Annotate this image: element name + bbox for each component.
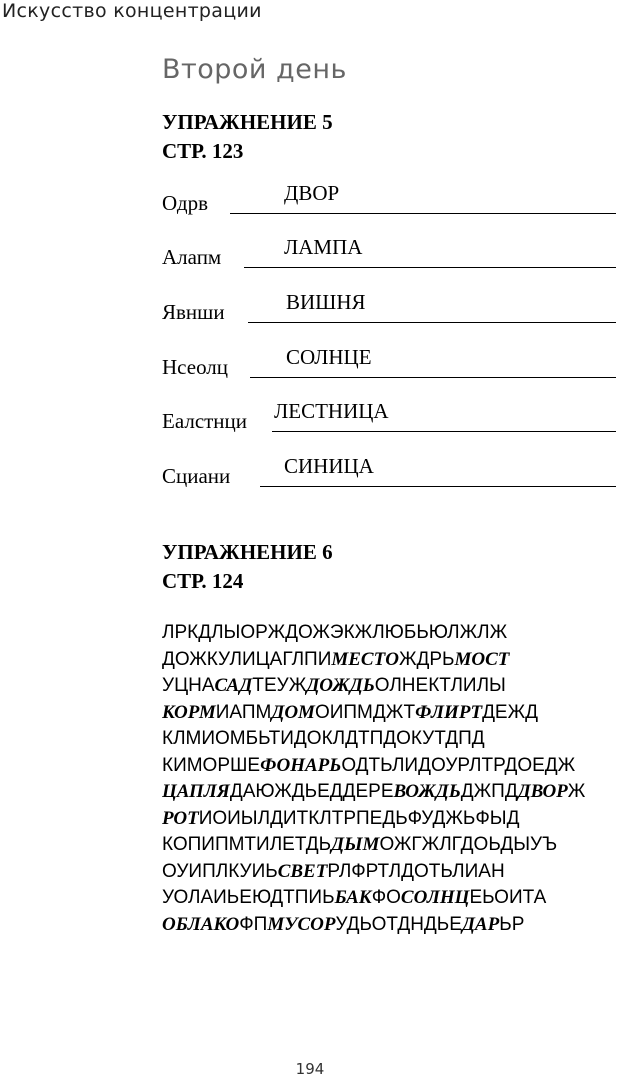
grid-letters: ЛРКДЛЫОРЖДОЖЭКЖЛЮБЬЮЛЖЛЖ [162,622,508,643]
grid-letters: ЖДРЬ [398,648,455,670]
anagram-clue: Еалстнци [162,409,248,433]
highlighted-word: БАК [334,887,372,908]
highlighted-word: МУСОР [267,913,336,935]
grid-letters: ФП [239,913,268,935]
answer-line [248,322,616,323]
day-title: Второй день [162,54,347,85]
highlighted-word: ДОМ [271,701,315,723]
anagram-answer: ЛАМПА [284,235,363,259]
grid-letters: ТЕУЖ [252,675,307,696]
grid-letters: ИОИЫЛДИТКЛТРПЕДЬФУДЖЬФЫД [198,807,520,829]
grid-letters: ДОЖКУЛИЦАГЛПИ [162,648,332,670]
grid-line [162,779,620,806]
grid-line [162,832,620,859]
exercise-5-heading [162,108,333,166]
highlighted-word: РОТ [162,807,199,829]
highlighted-word: МЕСТО [331,648,399,670]
page-number: 194 [295,1060,325,1078]
anagram-row [162,230,616,270]
highlighted-word: САД [214,675,253,696]
anagram-clue: Нсеолц [162,355,229,379]
exercise-6-heading [162,538,333,596]
anagram-answer: СИНИЦА [284,454,374,478]
grid-line [162,912,620,939]
answer-line [272,431,616,432]
grid-line [162,753,620,780]
grid-letters: ОУИПЛКУИЬ [162,860,278,882]
answer-line [260,486,616,487]
grid-letters: ДАЮЖДЬЕДДЕРЕ [229,781,394,802]
highlighted-word: ДЫМ [331,834,380,855]
answer-line [230,213,616,214]
exercise-5-page-ref: СТР. 123 [162,139,244,163]
exercise-6-page-ref: СТР. 124 [162,569,244,593]
highlighted-word: ДВОР [517,781,568,802]
anagram-clue: Сциани [162,464,231,488]
grid-letters: ЬР [499,913,525,935]
grid-line [162,806,620,833]
grid-letters: ОЖГЖЛГДОЬДЫУЪ [379,834,558,855]
anagram-answer: ДВОР [284,181,340,205]
grid-letters: ФО [371,887,401,908]
grid-letters: УЦНА [162,675,215,696]
anagram-clue: Алапм [162,245,222,269]
anagram-answer: ВИШНЯ [286,290,366,314]
answer-line [244,267,616,268]
highlighted-word: ДАР [461,913,500,935]
grid-letters: ОЛНЕКТЛИЛЫ [374,675,506,696]
highlighted-word: СОЛНЦ [400,887,470,908]
anagram-row [162,285,616,325]
anagram-answer: ЛЕСТНИЦА [274,399,389,423]
anagram-clue: Одрв [162,191,208,215]
grid-letters: ЕЬОИТА [469,887,547,908]
letter-grid [162,620,620,938]
grid-letters: ДЖПД [460,781,518,802]
grid-letters: РЛФРТЛДОТЬЛИАН [327,860,505,882]
highlighted-word: ОБЛАКО [162,913,240,935]
anagram-row [162,394,616,434]
exercise-5-title: УПРАЖНЕНИЕ 5 [162,110,333,134]
anagram-row [162,449,616,489]
grid-letters: КОПИПМТИЛЕТДЬ [162,834,332,855]
highlighted-word: ФОНАРЬ [260,754,342,776]
grid-letters: ОДТЬЛИДОУРЛТРДОЕДЖ [341,754,576,776]
grid-letters: ИАПМ [215,701,272,723]
anagram-row [162,340,616,380]
grid-line [162,700,620,727]
grid-line [162,885,620,912]
grid-line [162,647,620,674]
grid-letters: ОИПМДЖТ [314,701,416,723]
grid-line [162,726,620,753]
exercise-6-title: УПРАЖНЕНИЕ 6 [162,540,333,564]
grid-line [162,859,620,886]
highlighted-word: ФЛИРТ [415,701,483,723]
anagram-clue: Явнши [162,300,225,324]
grid-line [162,620,620,647]
grid-letters: Ж [567,781,586,802]
highlighted-word: ЦАПЛЯ [162,781,230,802]
answer-line [250,377,616,378]
highlighted-word: СВЕТ [277,860,328,882]
anagram-answer: СОЛНЦЕ [286,345,372,369]
grid-letters: УОЛАИЬЕЮДТПИЬ [162,887,335,908]
highlighted-word: ВОЖДЬ [393,781,461,802]
grid-letters: ДЕЖД [482,701,539,723]
highlighted-word: МОСТ [454,648,510,670]
highlighted-word: ДОЖДЬ [306,675,375,696]
running-head: Искусство концентрации [2,0,262,22]
grid-letters: КИМОРШЕ [162,754,261,776]
grid-line [162,673,620,700]
grid-letters: КЛМИОМБЬТИДОКЛДТПДОКУТДПД [162,728,485,749]
grid-letters: УДЬОТДНДЬЕ [335,913,462,935]
highlighted-word: КОРМ [162,701,216,723]
anagram-row [162,176,616,216]
